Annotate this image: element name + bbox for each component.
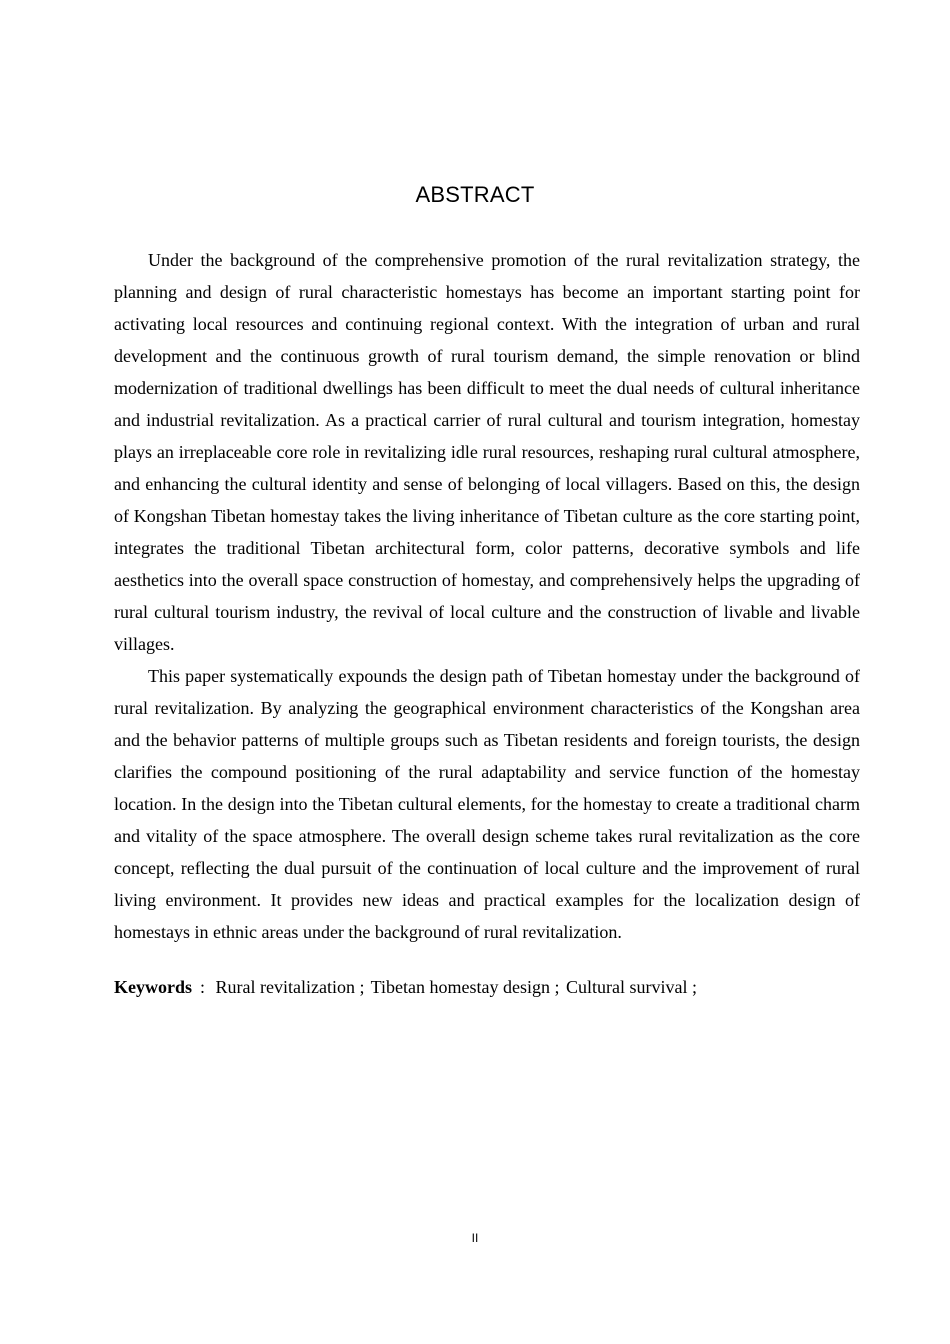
- page-number: II: [471, 1231, 479, 1245]
- keywords-separator: :: [200, 977, 206, 997]
- abstract-body: [114, 244, 860, 948]
- keywords-label: Keywords: [114, 977, 192, 997]
- abstract-paragraph: Under the background of the comprehensive promotion of the rural revitalization strategy, the planning and design of rural characteristic homestays has become an important starting point for activating local resources and continuing regional context. With the integration of urban and rural development and the continuous growth of rural tourism demand, the simple renovation or blind modernization of traditional dwellings has been difficult to meet the dual needs of cultural inheritance and industrial revitalization. As a practical carrier of rural cultural and tourism integration, homestay plays an irreplaceable core role in revitalizing idle rural resources, reshaping rural cultural atmosphere, and enhancing the cultural identity and sense of belonging of local villagers. Based on this, the design of Kongshan Tibetan homestay takes the living inheritance of Tibetan culture as the core starting point, integrates the traditional Tibetan architectural form, color patterns, decorative symbols and life aesthetics into the overall space construction of homestay, and comprehensively helps the upgrading of rural cultural tourism industry, the revival of local culture and the construction of livable and livable villages.: [114, 250, 860, 654]
- keywords-line: [114, 971, 860, 1003]
- keyword-item: Cultural survival ;: [565, 977, 697, 997]
- keyword-item: Rural revitalization ;: [215, 977, 365, 997]
- abstract-paragraph: This paper systematically expounds the design path of Tibetan homestay under the background of rural revitalization. By analyzing the geographical environment characteristics of the Kongshan area and the behavior patterns of multiple groups such as Tibetan residents and foreign tourists, the design clarifies the compound positioning of the rural adaptability and service function of the homestay location. In the design into the Tibetan cultural elements, for the homestay to create a traditional charm and vitality of the space atmosphere. The overall design scheme takes rural revitalization as the core concept, reflecting the dual pursuit of the continuation of local culture and the improvement of rural living environment. It provides new ideas and practical examples for the localization design of homestays in ethnic areas under the background of rural revitalization.: [114, 666, 860, 942]
- keyword-item: Tibetan homestay design ;: [370, 977, 560, 997]
- page-title: ABSTRACT: [415, 182, 535, 207]
